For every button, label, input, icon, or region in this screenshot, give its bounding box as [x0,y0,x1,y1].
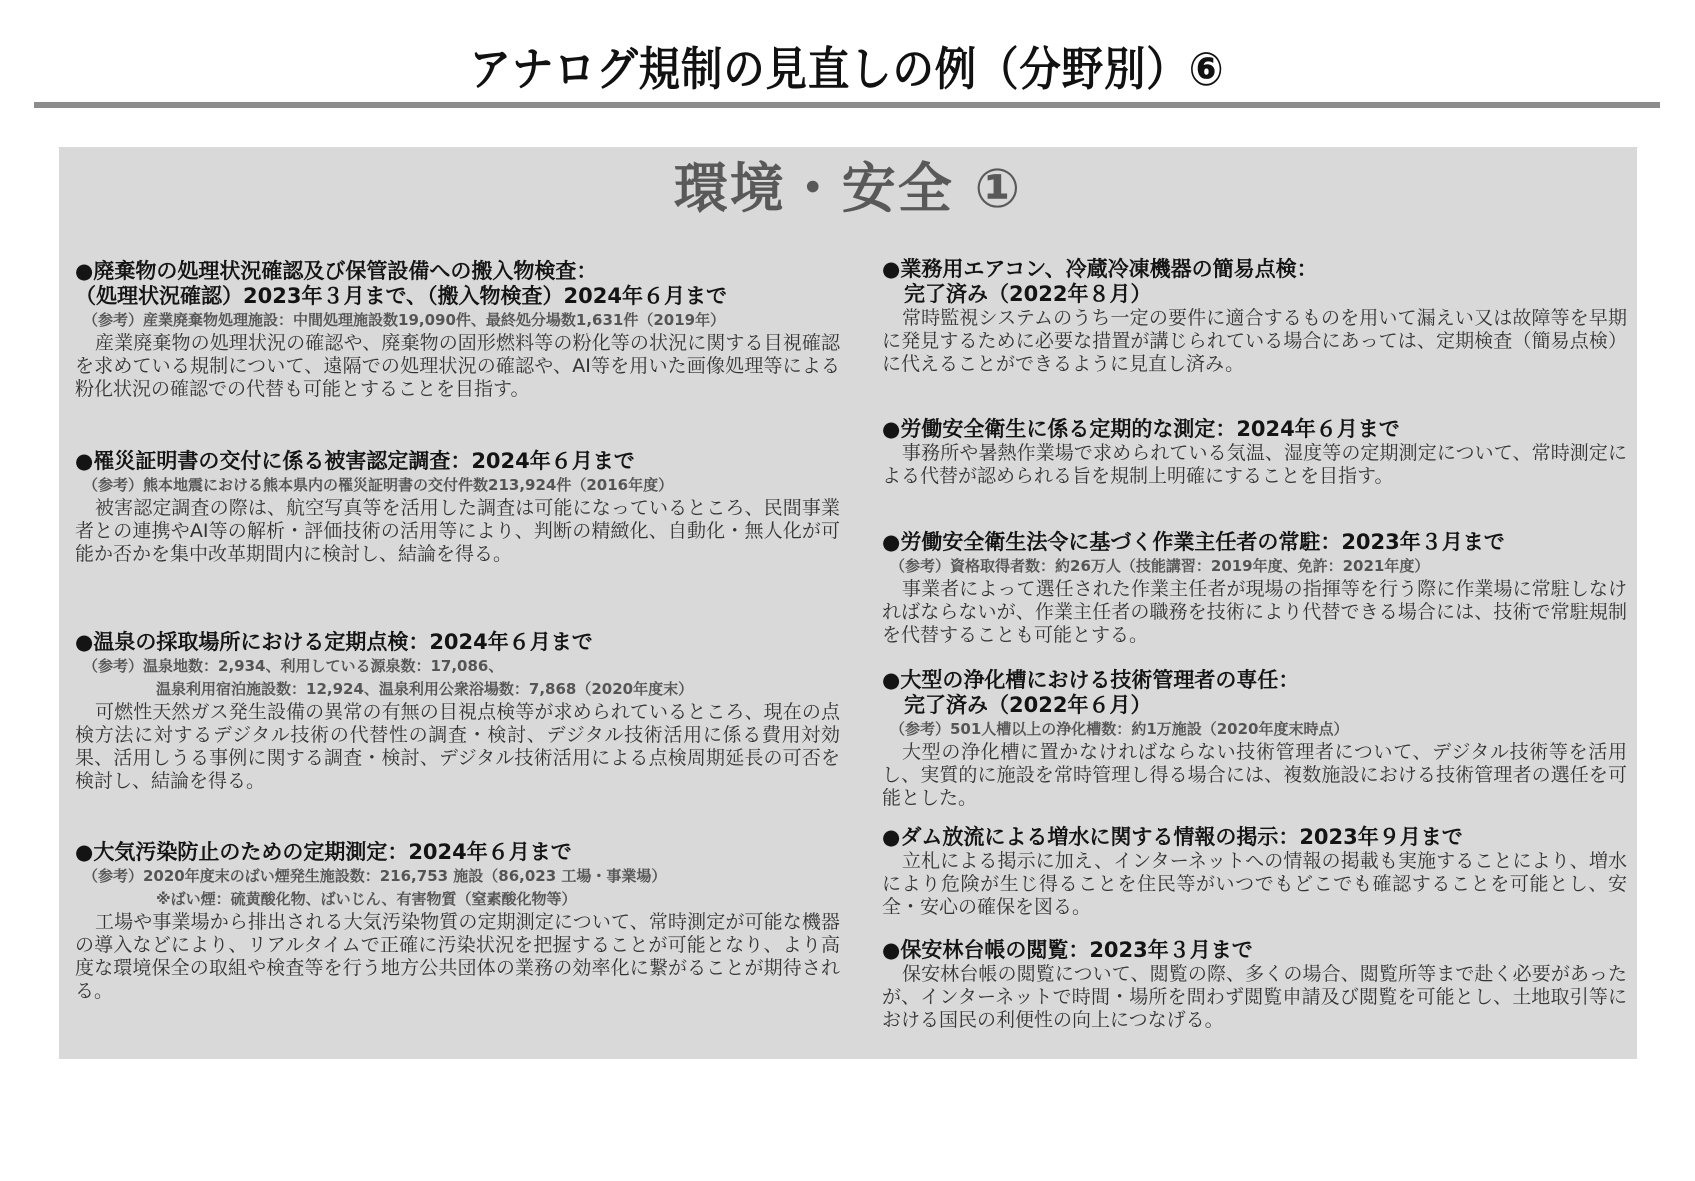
item-title [882,530,1627,555]
item-title-line: ●ダム放流による増水に関する情報の掲示：2023年９月まで [882,825,1463,849]
right-column [882,257,1627,1032]
item-title [882,417,1627,442]
item-reference [75,655,840,701]
item-title-line: ●労働安全衛生に係る定期的な測定：2024年６月まで [882,417,1400,441]
item-title-line: ●保安林台帳の閲覧：2023年３月まで [882,938,1253,962]
item-reference-line: 温泉利用宿泊施設数：12,924、温泉利用公衆浴場数：7,868（2020年度末） [156,680,694,698]
item-title-line: ●大型の浄化槽における技術管理者の専任： [882,668,1300,692]
item-reference-line: （参考）温泉地数：2,934、利用している源泉数：17,086、 [83,657,504,675]
item-workplace-measurement [882,417,1627,530]
item-disaster-certificate [75,449,840,630]
item-reference: （参考）資格取得者数：約26万人（技能講習：2019年度、免許：2021年度） [890,557,1430,575]
item-reference: （参考）501人槽以上の浄化槽数：約1万施設（2020年度末時点） [890,720,1349,738]
item-title-line: ●廃棄物の処理状況確認及び保管設備への搬入物検査： [75,259,598,283]
item-body: 産業廃棄物の処理状況の確認や、廃棄物の固形燃料等の粉化等の状況に関する目視確認を求めている規制について、遠隔での処理状況の確認や、AI等を用いた画像処理等による粉化状況の確認での代替も可能とすることを目指す。 [75,332,840,400]
item-hot-spring-inspection [75,630,840,840]
item-title [75,259,840,309]
item-title-line: ●大気汚染防止のための定期測定：2024年６月まで [75,840,572,864]
item-reference [75,865,840,911]
item-work-chief-stationing [882,530,1627,668]
item-title [882,257,1627,307]
item-body: 常時監視システムのうち一定の要件に適合するものを用いて漏えい又は故障等を早期に発見するために必要な措置が講じられている場合にあっては、定期検査（簡易点検）に代えることができるように見直し済み。 [882,307,1627,375]
item-title [75,449,840,474]
item-title-line: ●業務用エアコン、冷蔵冷凍機器の簡易点検： [882,257,1318,281]
item-body: 被害認定調査の際は、航空写真等を活用した調査は可能になっているところ、民間事業者との連携やAI等の解析・評価技術の活用等により、判断の精緻化、自動化・無人化が可能か否かを集中改革期間内に検討し、結論を得る。 [75,497,840,565]
item-septic-tank-manager [882,668,1627,825]
left-column [75,259,840,1003]
item-body: 工場や事業場から排出される大気汚染物質の定期測定について、常時測定が可能な機器の導入などにより、リアルタイムで正確に汚染状況を把握することが可能となり、より高度な環境保全の取組や検査等を行う地方公共団体の業務の効率化に繋がることが期待される。 [75,911,840,1002]
item-title [75,630,840,655]
item-title [882,668,1627,718]
item-title-line: ●労働安全衛生法令に基づく作業主任者の常駐：2023年３月まで [882,530,1505,554]
item-waste-inspection [75,259,840,449]
item-aircon-inspection [882,257,1627,417]
item-title-line: ●罹災証明書の交付に係る被害認定調査：2024年６月まで [75,449,635,473]
item-body: 可燃性天然ガス発生設備の異常の有無の目視点検等が求められているところ、現在の点検方法に対するデジタル技術の代替性の調査・検討、デジタル技術活用に係る費用対効果、活用しうる事例に関する調査・検討、デジタル技術活用による点検周期延長の可否を検討し、結論を得る。 [75,701,840,792]
item-air-pollution-measurement [75,840,840,1003]
item-body: 事業者によって選任された作業主任者が現場の指揮等を行う際に作業場に常駐しなければならないが、作業主任者の職務を技術により代替できる場合には、技術で常駐規制を代替することも可能とする。 [882,578,1627,646]
item-body: 大型の浄化槽に置かなければならない技術管理者について、デジタル技術等を活用し、実質的に施設を常時管理し得る場合には、複数施設における技術管理者の選任を可能とした。 [882,741,1627,809]
item-reference: （参考）熊本地震における熊本県内の罹災証明書の交付件数213,924件（2016年度） [83,476,674,494]
item-dam-discharge-notice [882,825,1627,938]
item-title-line: （処理状況確認）2023年３月まで、（搬入物検査）2024年６月まで [75,284,727,308]
item-title-line: 完了済み（2022年６月） [904,693,1152,717]
item-body: 事務所や暑熱作業場で求められている気温、湿度等の定期測定について、常時測定による代替が認められる旨を規制上明確にすることを目指す。 [882,442,1627,487]
item-forest-register-viewing [882,938,1627,1032]
item-reference-line: （参考）2020年度末のばい煙発生施設数：216,753 施設（86,023 工場・事業場） [83,867,667,885]
item-title [882,825,1627,850]
title-divider [34,102,1660,108]
item-reference: （参考）産業廃棄物処理施設：中間処理施設数19,090件、最終処分場数1,631件（2019年） [83,311,726,329]
item-title [75,840,840,865]
content-panel [59,147,1637,1059]
page-title: アナログ規制の見直しの例（分野別）⑥ [469,42,1225,96]
item-reference-line: ※ばい煙：硫黄酸化物、ばいじん、有害物質（窒素酸化物等） [156,890,577,908]
section-title: 環境・安全 ① [673,157,1023,220]
item-title [882,938,1627,963]
item-title-line: ●温泉の採取場所における定期点検：2024年６月まで [75,630,593,654]
item-body: 立札による掲示に加え、インターネットへの情報の掲載も実施することにより、増水により危険が生じ得ることを住民等がいつでもどこでも確認することを可能とし、安全・安心の確保を図る。 [882,850,1627,918]
item-title-line: 完了済み（2022年８月） [904,282,1152,306]
item-body: 保安林台帳の閲覧について、閲覧の際、多くの場合、閲覧所等まで赴く必要があったが、インターネットで時間・場所を問わず閲覧申請及び閲覧を可能とし、土地取引等における国民の利便性の向上につなげる。 [882,963,1627,1031]
